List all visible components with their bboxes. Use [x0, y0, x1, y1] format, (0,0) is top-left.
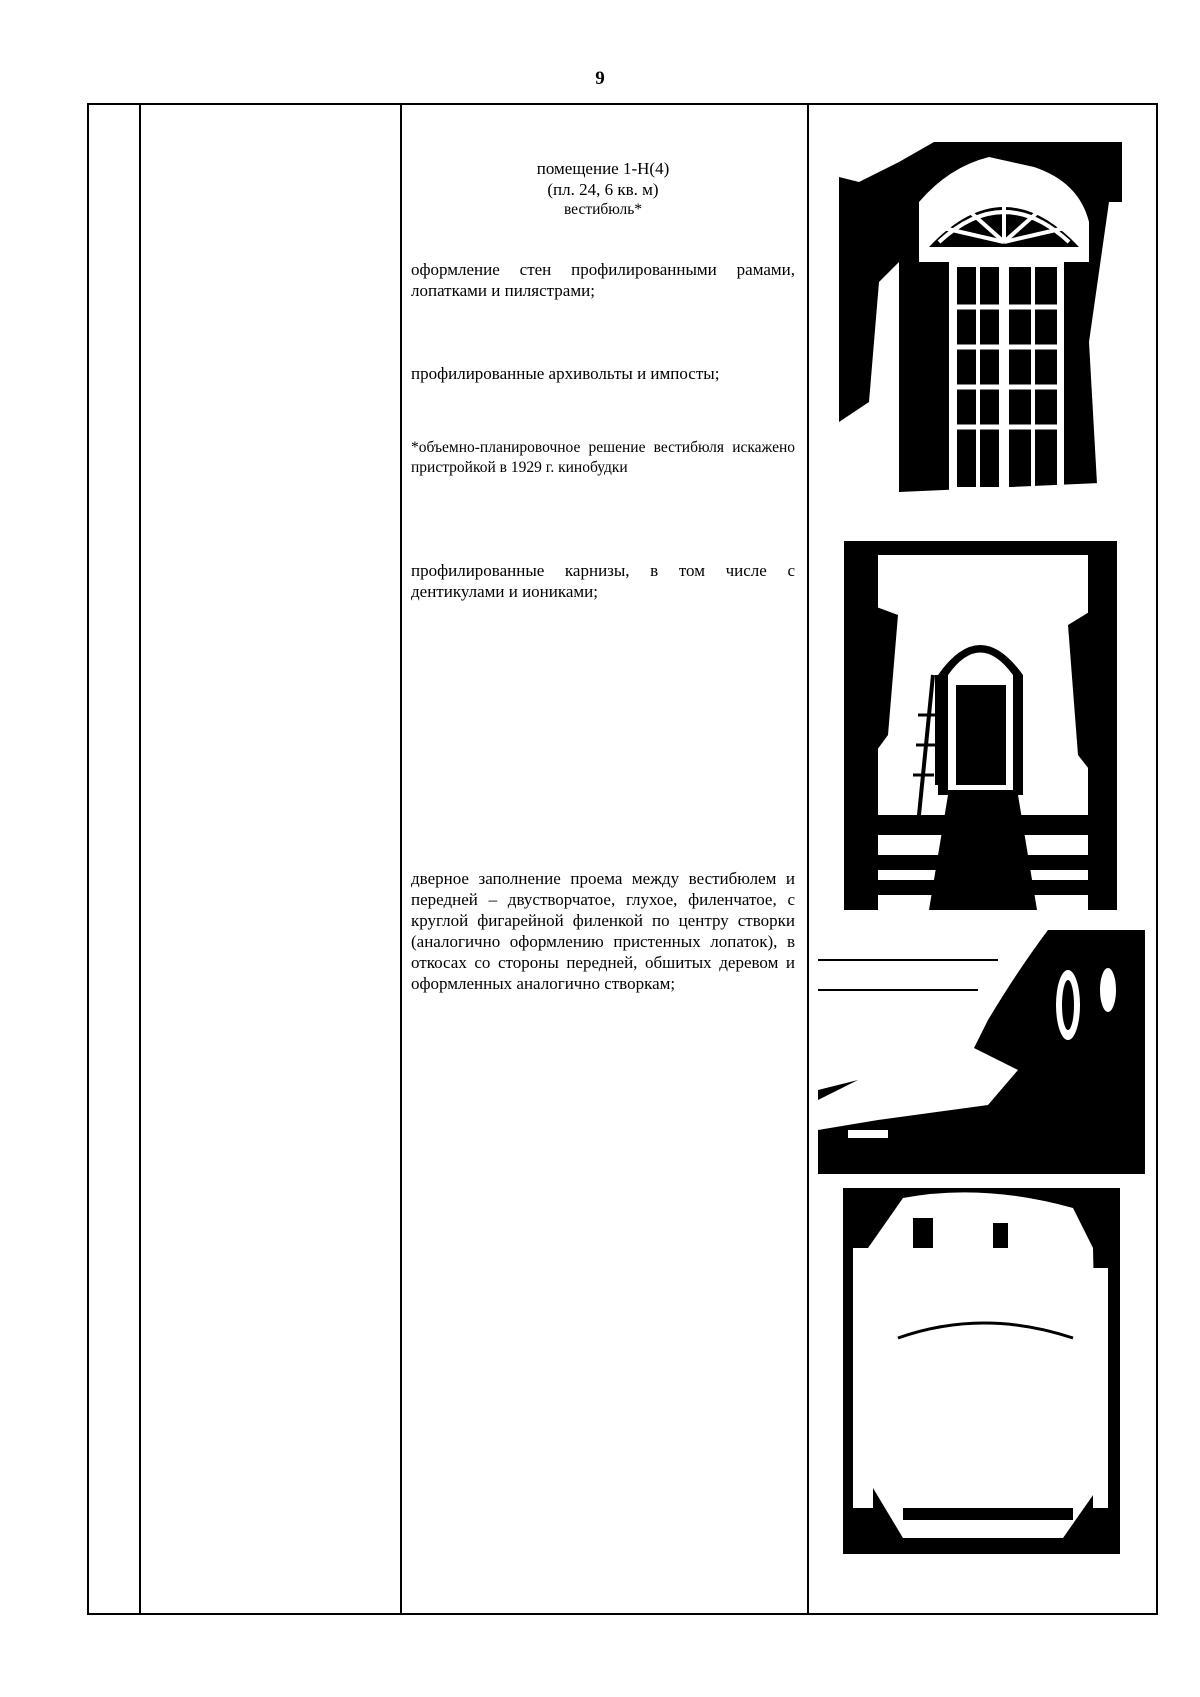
- photo-cornice-detail: [818, 930, 1145, 1174]
- column-divider-2: [400, 103, 402, 1615]
- page-number: 9: [595, 68, 605, 89]
- photo-vestibule-interior: [838, 535, 1123, 916]
- room-line: помещение 1-Н(4): [536, 159, 670, 178]
- area-line: (пл. 24, 6 кв. м): [547, 180, 659, 199]
- name-line: вестибюль*: [563, 201, 643, 218]
- item-archivolts: профилированные архивольты и импосты;: [411, 364, 720, 383]
- column-divider-3: [807, 103, 809, 1615]
- item-note: *объемно-планировочное решение вестибюля искажено пристройкой в 1929 г. кинобудки: [411, 439, 795, 476]
- item-door: дверное заполнение проема между вестибюлем и передней – двустворчатое, глухое, филенчатое, с круглой фигарейной филенкой по центру створки (аналогично оформлению пристенных лопаток), в откосах со стороны передней, обшитых деревом и оформленных аналогично створкам;: [411, 869, 795, 993]
- room-heading: [411, 158, 795, 220]
- item-walls: оформление стен профилированными рамами, лопатками и пилястрами;: [411, 260, 795, 300]
- photo-arched-window: [839, 142, 1122, 519]
- photo-door-detail: [843, 1188, 1120, 1554]
- item-cornices: профилированные карнизы, в том числе с дентикулами и иониками;: [411, 561, 795, 601]
- column-divider-1: [139, 103, 141, 1615]
